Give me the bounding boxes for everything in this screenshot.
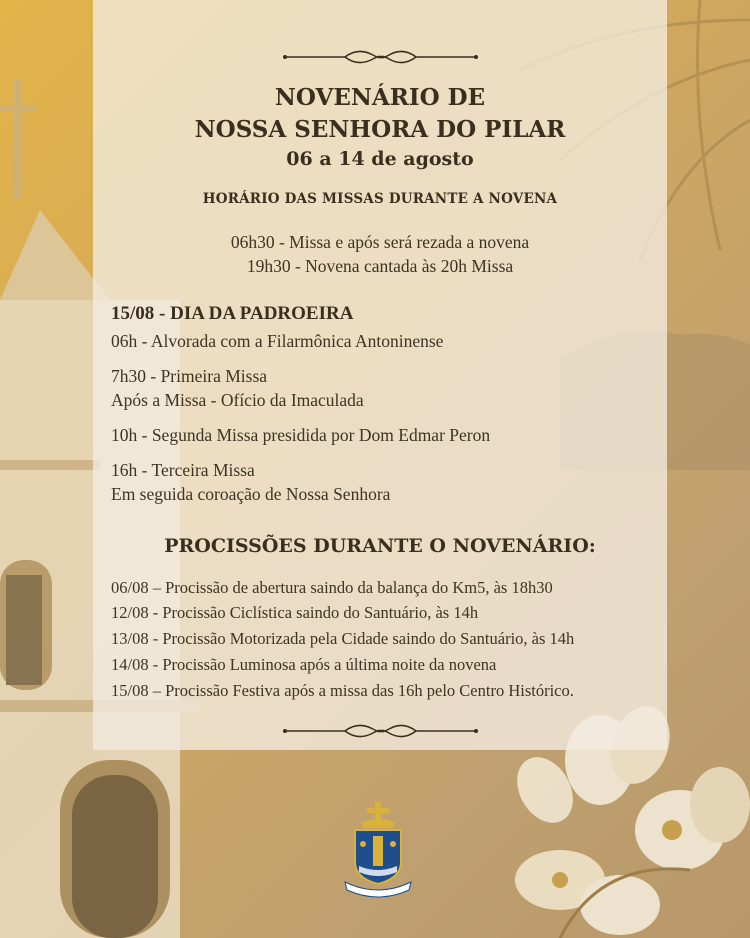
feast-day-item: 10h - Segunda Missa presidida por Dom Edmar Peron [111,425,491,445]
feast-day-heading: 15/08 - DIA DA PADROEIRA [111,303,354,324]
title-line-2: NOSSA SENHORA DO PILAR [194,116,566,143]
procession-item: 13/08 - Procissão Motorizada pela Cidade saindo do Santuário, às 14h [111,629,575,648]
novena-dates: 06 a 14 de agosto [286,148,474,170]
title-line-1: NOVENÁRIO DE [274,84,486,111]
mass-schedule-heading: HORÁRIO DAS MISSAS DURANTE A NOVENA [202,191,558,207]
procession-item: 06/08 – Procissão de abertura saindo da balança do Km5, às 18h30 [111,578,553,597]
procession-item: 14/08 - Procissão Luminosa após a última noite da novena [111,655,497,674]
flourish-divider-icon [283,47,478,67]
feast-day-item: Após a Missa - Ofício da Imaculada [111,390,364,410]
diocese-coat-of-arms-icon [343,800,413,900]
feast-day-item: 16h - Terceira Missa [111,460,255,480]
feast-day-item: 7h30 - Primeira Missa [111,366,268,386]
procession-item: 12/08 - Procissão Ciclística saindo do Santuário, às 14h [111,603,479,622]
flourish-divider-icon [283,721,478,741]
mass-schedule-line: 19h30 - Novena cantada às 20h Missa [246,256,514,276]
announcement-content [93,0,667,750]
procession-item: 15/08 – Procissão Festiva após a missa das 16h pelo Centro Histórico. [111,681,574,700]
processions-heading: PROCISSÕES DURANTE O NOVENÁRIO: [164,535,596,557]
feast-day-item: 06h - Alvorada com a Filarmônica Antoninense [111,331,444,351]
mass-schedule-line: 06h30 - Missa e após será rezada a novena [230,232,530,252]
feast-day-item: Em seguida coroação de Nossa Senhora [111,484,391,504]
